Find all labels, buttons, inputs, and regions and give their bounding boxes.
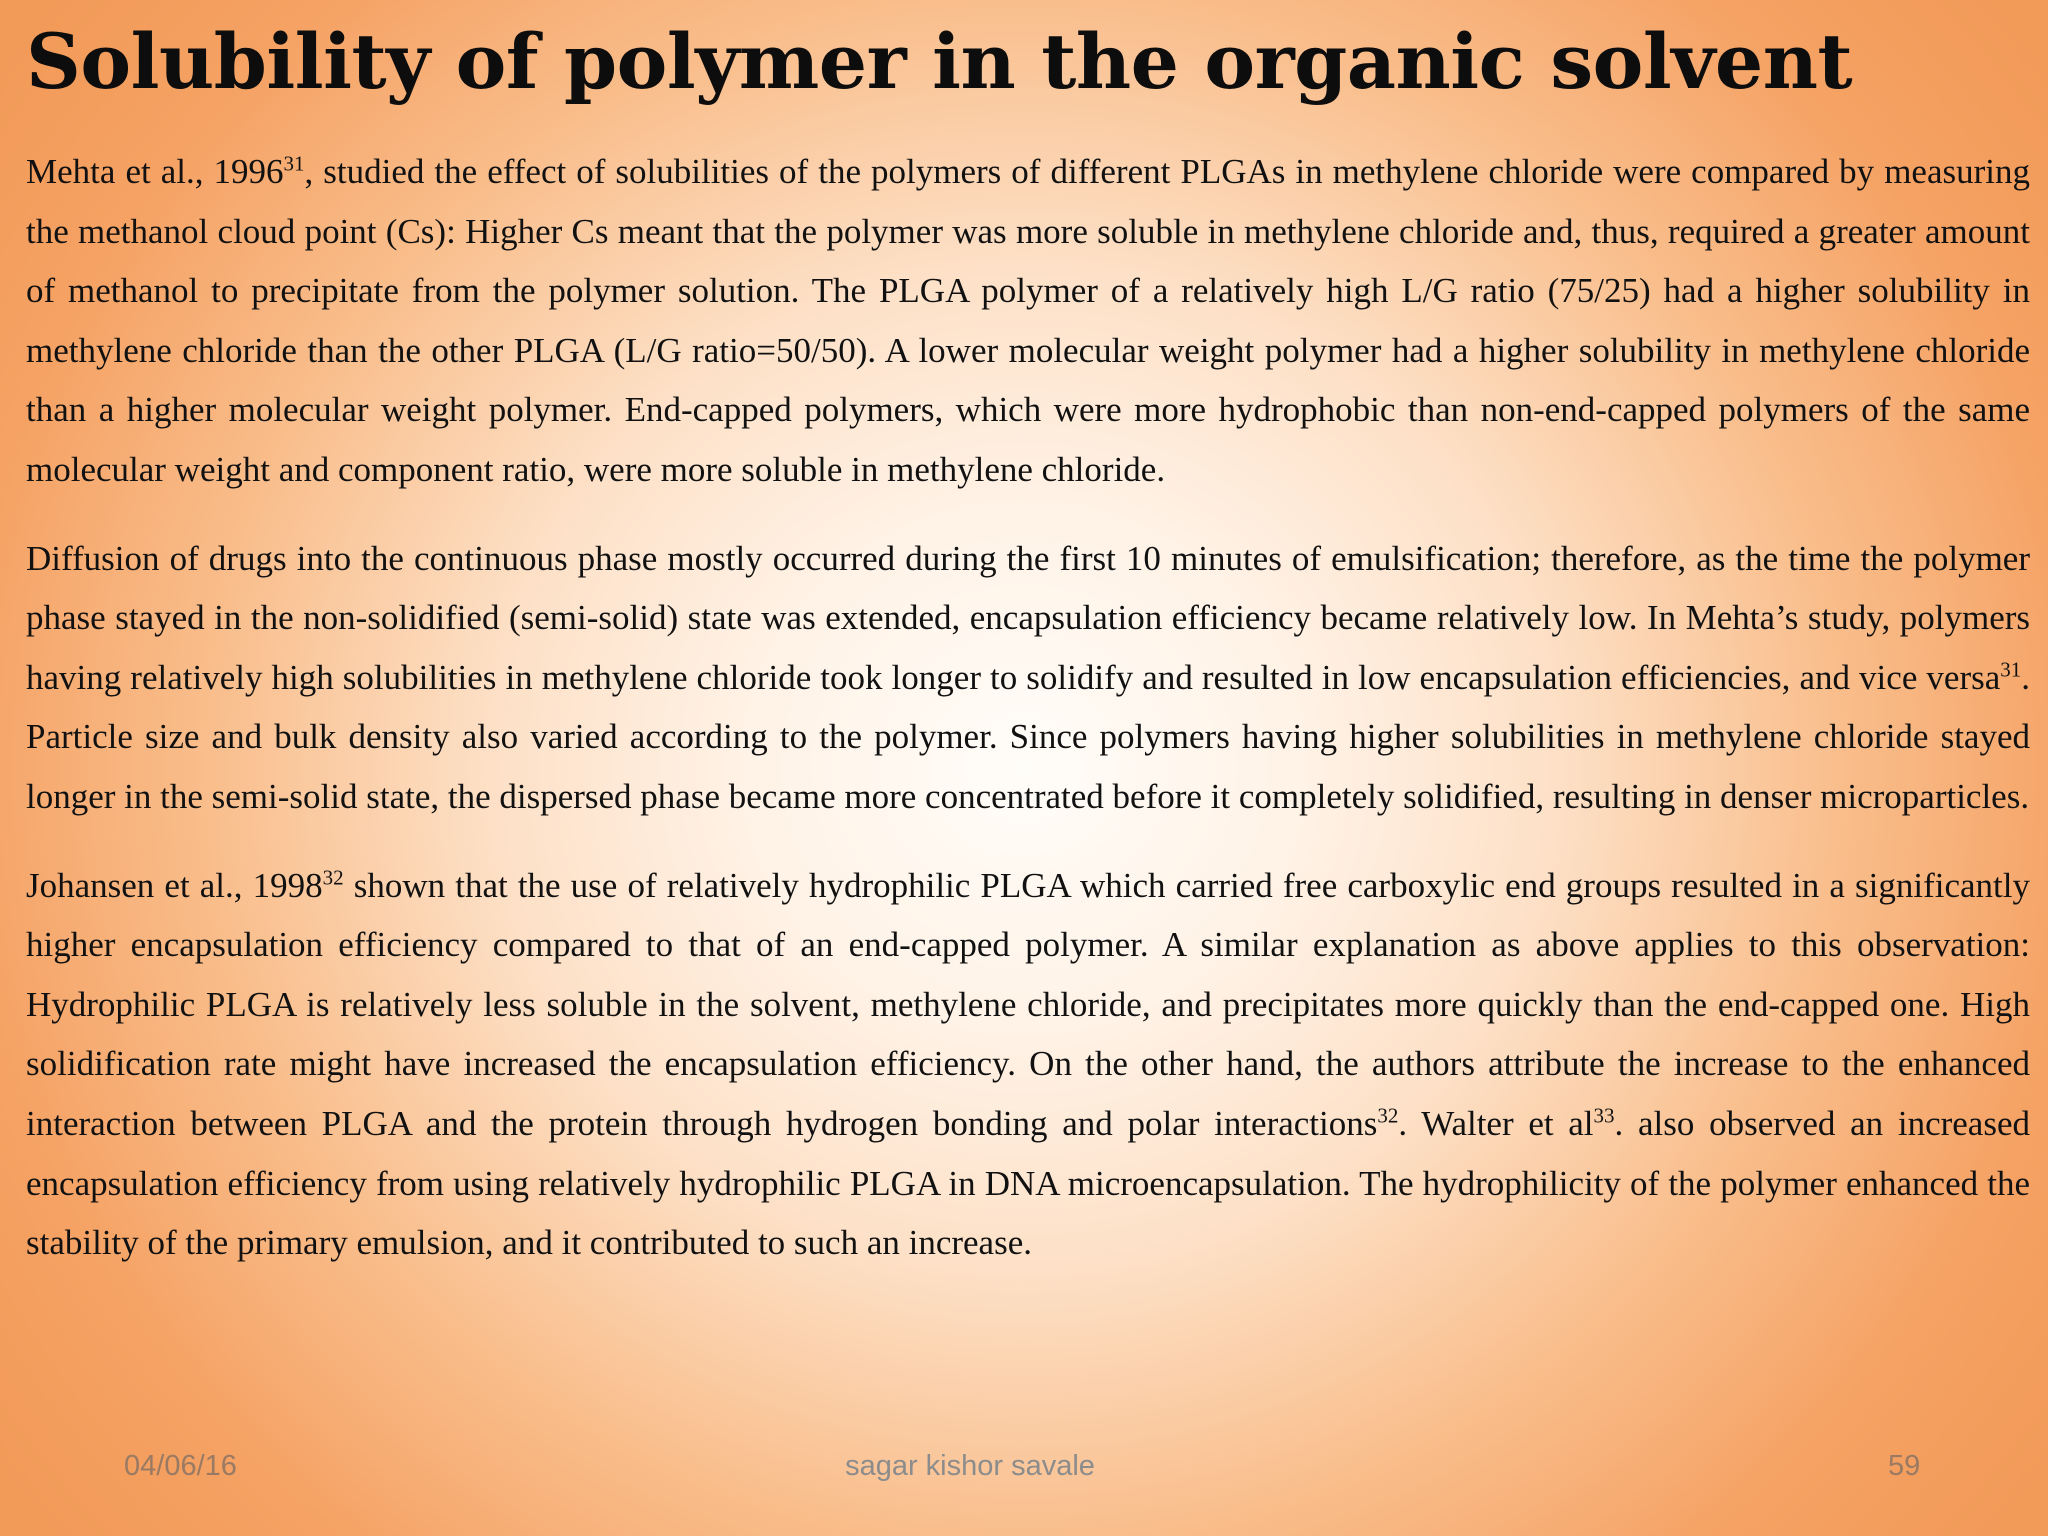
paragraph-text: , studied the effect of solubilities of the polymers of different PLGAs in methylene chloride were compared by measuring the methanol cloud point (Cs): Higher Cs meant that the polymer was more soluble in methylene chloride and, thus, required a greater amount of methanol to precipitate from the polymer solution. The PLGA polymer of a relatively high L/G ratio (75/25) had a higher solubility in methylene chloride than the other PLGA (L/G ratio=50/50). A lower molecular weight polymer had a higher solubility in methylene chloride than a higher molecular weight polymer. End-capped polymers, which were more hydrophobic than non-end-capped polymers of the same molecular weight and component ratio, were more soluble in methylene chloride. <box>26 152 2030 489</box>
citation-superscript: 33 <box>1593 1103 1615 1128</box>
footer-date: 04/06/16 <box>124 1450 237 1482</box>
paragraph-text: Diffusion of drugs into the continuous phase mostly occurred during the first 10 minutes of emulsification; therefore, as the time the polymer phase stayed in the non-solidified (semi-solid) state was extended, encapsulation efficiency became relatively low. In Mehta’s study, polymers having relatively high solubilities in methylene chloride took longer to solidify and resulted in low encapsulation efficiencies, and vice versa <box>26 538 2030 697</box>
paragraph-text: . Walter et al <box>1398 1103 1594 1143</box>
paragraph-text: shown that the use of relatively hydrophilic PLGA which carried free carboxylic end groups resulted in a significantly higher encapsulation efficiency compared to that of an end-capped polymer. A similar explanation as above applies to this observation: Hydrophilic PLGA is relatively less soluble in the solvent, methylene chloride, and precipitates more quickly than the end-capped one. High solidification rate might have increased the encapsulation efficiency. On the other hand, the authors attribute the increase to the enhanced interaction between PLGA and the protein through hydrogen bonding and polar interactions <box>26 865 2030 1143</box>
citation-superscript: 31 <box>283 151 305 176</box>
footer-author: sagar kishor savale <box>845 1450 1095 1482</box>
paragraph-johansen-hydrophilic <box>26 856 2030 1273</box>
footer-page-number: 59 <box>1888 1450 1921 1482</box>
paragraph-text: Johansen et al., 1998 <box>26 865 323 905</box>
paragraph-text: . Particle size and bulk density also varied according to the polymer. Since polymers having higher solubilities in methylene chloride stayed longer in the semi-solid state, the dispersed phase became more concentrated before it completely solidified, resulting in denser microparticles. <box>26 657 2030 816</box>
slide-title: Solubility of polymer in the organic solvent <box>26 17 1853 106</box>
paragraph-drug-diffusion <box>26 529 2030 827</box>
paragraph-mehta-solubility <box>26 142 2030 500</box>
citation-superscript: 31 <box>2000 657 2022 682</box>
citation-superscript: 32 <box>322 864 344 889</box>
slide-body <box>26 142 2030 1302</box>
paragraph-text: Mehta et al., 1996 <box>26 152 284 191</box>
citation-superscript: 32 <box>1377 1103 1399 1128</box>
paragraph-text: . also observed an increased encapsulation efficiency from using relatively hydrophilic PLGA in DNA microencapsulation. The hydrophilicity of the polymer enhanced the stability of the primary emulsion, and it contributed to such an increase. <box>26 1103 2030 1263</box>
